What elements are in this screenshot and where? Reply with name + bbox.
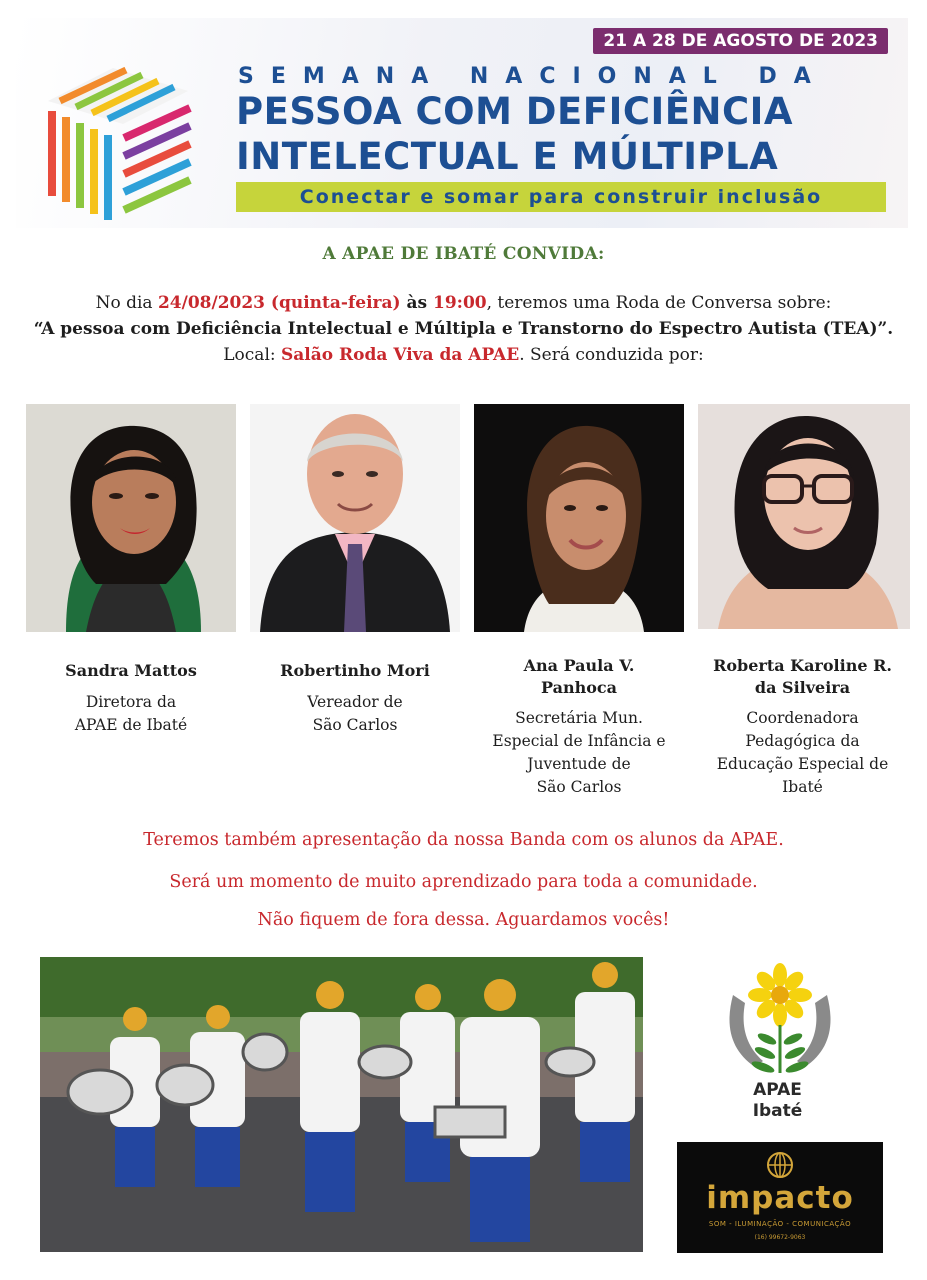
- role-line: Coordenadora: [746, 709, 859, 727]
- event-location: Salão Roda Viva da APAE: [281, 345, 520, 365]
- impacto-wordmark: impacto: [706, 1180, 854, 1216]
- text-fragment: No dia: [95, 293, 158, 313]
- impacto-tagline: SOM - ILUMINAÇÃO - COMUNICAÇÃO: [708, 1220, 852, 1228]
- text-fragment: Local:: [223, 345, 282, 365]
- speaker-name-roberta: [690, 655, 915, 699]
- apae-line-2: Ibaté: [752, 1101, 803, 1121]
- text-fragment: . Será conduzida por:: [519, 345, 704, 365]
- invite-line-1: [0, 290, 927, 316]
- role-line: São Carlos: [312, 716, 398, 734]
- speaker-photo-roberta: [698, 404, 910, 629]
- role-line: Diretora da: [85, 693, 177, 711]
- talk-topic: “A pessoa com Deficiência Intelectual e Múltipla e Transtorno do Espectro Autista (TEA)”.: [33, 319, 894, 339]
- role-line: Educação Especial de: [716, 755, 889, 773]
- role-line: Especial de Infância e: [492, 732, 666, 750]
- speaker-role-ana-paula: [464, 707, 694, 799]
- colored-cube-logo: [38, 56, 208, 226]
- invite-heading: A APAE DE IBATÉ CONVIDA:: [322, 244, 605, 264]
- banner-line-3: INTELECTUAL E MÚLTIPLA: [236, 135, 779, 178]
- role-line: Ibaté: [782, 778, 823, 796]
- speaker-photo-sandra: [26, 404, 236, 632]
- banner-line-2: PESSOA COM DEFICIÊNCIA: [236, 90, 794, 133]
- speaker-role-sandra: [26, 691, 236, 737]
- name-line: Panhoca: [540, 678, 617, 697]
- apae-line-1: APAE: [753, 1080, 802, 1100]
- event-time: 19:00: [433, 293, 487, 313]
- invite-text: [0, 290, 927, 368]
- role-line: Secretária Mun.: [515, 709, 643, 727]
- invite-line-3: [0, 342, 927, 368]
- school-band-photo: [40, 957, 643, 1252]
- event-banner: [16, 18, 908, 228]
- banner-line-1: SEMANA NACIONAL DA: [238, 64, 828, 89]
- apae-name: [700, 1080, 855, 1122]
- speaker-photo-robertinho: [250, 404, 460, 632]
- speaker-role-robertinho: [250, 691, 460, 737]
- speaker-role-roberta: [690, 707, 915, 799]
- role-line: APAE de Ibaté: [74, 716, 188, 734]
- role-line: Pedagógica da: [745, 732, 860, 750]
- text-fragment: às: [400, 293, 434, 313]
- impacto-sponsor-logo: [677, 1142, 883, 1253]
- name-line: da Silveira: [754, 678, 851, 697]
- name-line: Roberta Karoline R.: [713, 656, 892, 675]
- role-line: Vereador de: [307, 693, 403, 711]
- message-learning: Será um momento de muito aprendizado para toda a comunidade.: [169, 872, 758, 892]
- date-badge: 21 A 28 DE AGOSTO DE 2023: [593, 28, 888, 54]
- role-line: São Carlos: [536, 778, 622, 796]
- apae-flower-logo: [715, 955, 845, 1085]
- message-invitation: Não fiquem de fora dessa. Aguardamos vocês!: [257, 910, 670, 930]
- role-line: Juventude de: [527, 755, 631, 773]
- banner-slogan: Conectar e somar para construir inclusão: [236, 182, 886, 212]
- name-line: Ana Paula V.: [523, 656, 635, 675]
- event-date: 24/08/2023 (quinta-feira): [157, 293, 401, 313]
- speaker-name-ana-paula: [474, 655, 684, 699]
- message-band-performance: Teremos também apresentação da nossa Banda com os alunos da APAE.: [143, 830, 784, 850]
- text-fragment: , teremos uma Roda de Conversa sobre:: [486, 293, 832, 313]
- globe-icon: [765, 1150, 795, 1180]
- speaker-photo-ana-paula: [474, 404, 684, 632]
- speaker-name-robertinho: Robertinho Mori: [280, 661, 430, 680]
- speaker-name-sandra: Sandra Mattos: [65, 661, 197, 680]
- impacto-phone: (16) 99672-9063: [754, 1234, 806, 1241]
